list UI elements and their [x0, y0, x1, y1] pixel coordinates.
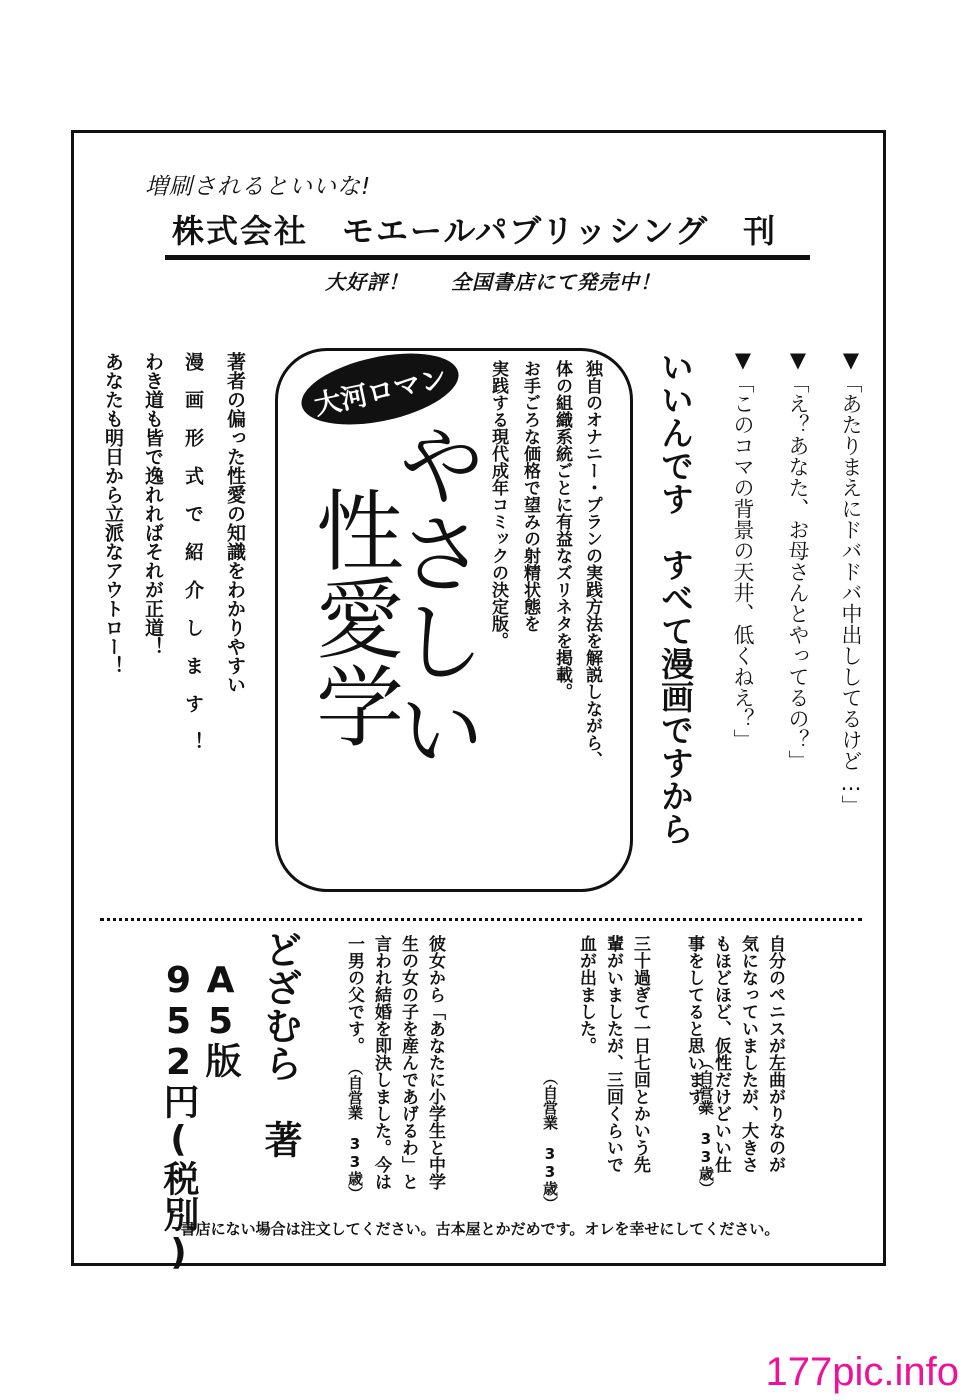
left-copy-1: 著者の偏った性愛の知識をわかりやすい [224, 352, 246, 694]
book-title-line-2: 性愛学 [302, 485, 405, 749]
promo-headline: いいんです すべて漫画ですから [656, 350, 695, 845]
description-line-2: 体の組織系統ごとに有益なズリネタを掲載。 [552, 360, 572, 700]
book-price: 952円(税別) [158, 960, 199, 1273]
testimonial-3: 彼女から「あなたに小学生と中学生の女の子を産んであげるわ」と言われ結婚を即決しました。今は一男の父です。 [344, 935, 445, 1190]
left-copy-3: わき道も皆で逸れればそれが正道！ [142, 352, 164, 656]
promo-line-1: ▼「あたりまえにドバドバ中出ししてるけど…」 [839, 348, 863, 816]
footer-note: 書店にない場合は注文してください。古本屋とかだめです。オレを幸せにしてください。 [180, 1220, 780, 1238]
description-line-4: 実践する現代成年コミックの決定版。 [488, 360, 508, 649]
publisher-name: 株式会社 モエールパブリッシング 刊 [172, 212, 778, 250]
testimonial-3-sig: （自営業 33歳） [346, 1060, 364, 1201]
genre-badge: 大河ロマン [295, 341, 465, 437]
testimonial-1-sig: （自営業 33歳） [697, 1055, 715, 1196]
testimonial-2-sig: （自営業 33歳） [541, 1070, 559, 1211]
publisher-underline [165, 255, 810, 260]
book-format: A5版 [200, 960, 241, 1078]
tagline: 増刷されるといいな! [145, 174, 372, 200]
promo-line-2: ▼「え？あなた、お母さんとやってるの？」 [786, 348, 810, 771]
book-title-line-1: やさしい [384, 420, 487, 772]
testimonial-1: 自分のペニスが左曲がりなのが気になっていましたが、大きさもほどほど、仮性だけどいい仕事をしてると思います。 [684, 935, 785, 1173]
description-line-3: お手ごろな価格で望みの射精状態を [520, 360, 540, 632]
left-copy-2: 漫 画 形 式 で 紹 介 し ま す ！ [182, 352, 204, 751]
promo-line-3: ▼「このコマの背景の天井、低くねえ？」 [731, 348, 755, 750]
description-line-1: 独自のオナニー・プランの実践方法を解説しながら、 [582, 360, 602, 768]
section-divider [100, 918, 862, 921]
left-copy-4: あなたも明日から立派なアウトロー！ [102, 352, 124, 675]
testimonial-2: 三十過ぎて一日七回とかいう先輩がいましたが、三回くらいで血が出ました。 [576, 935, 650, 1173]
author-credit: どざむら 著 [258, 930, 302, 1158]
release-notice: 大好評！ 全国書店にて発売中！ [325, 270, 661, 294]
site-watermark: 177pic.info [765, 1350, 959, 1394]
